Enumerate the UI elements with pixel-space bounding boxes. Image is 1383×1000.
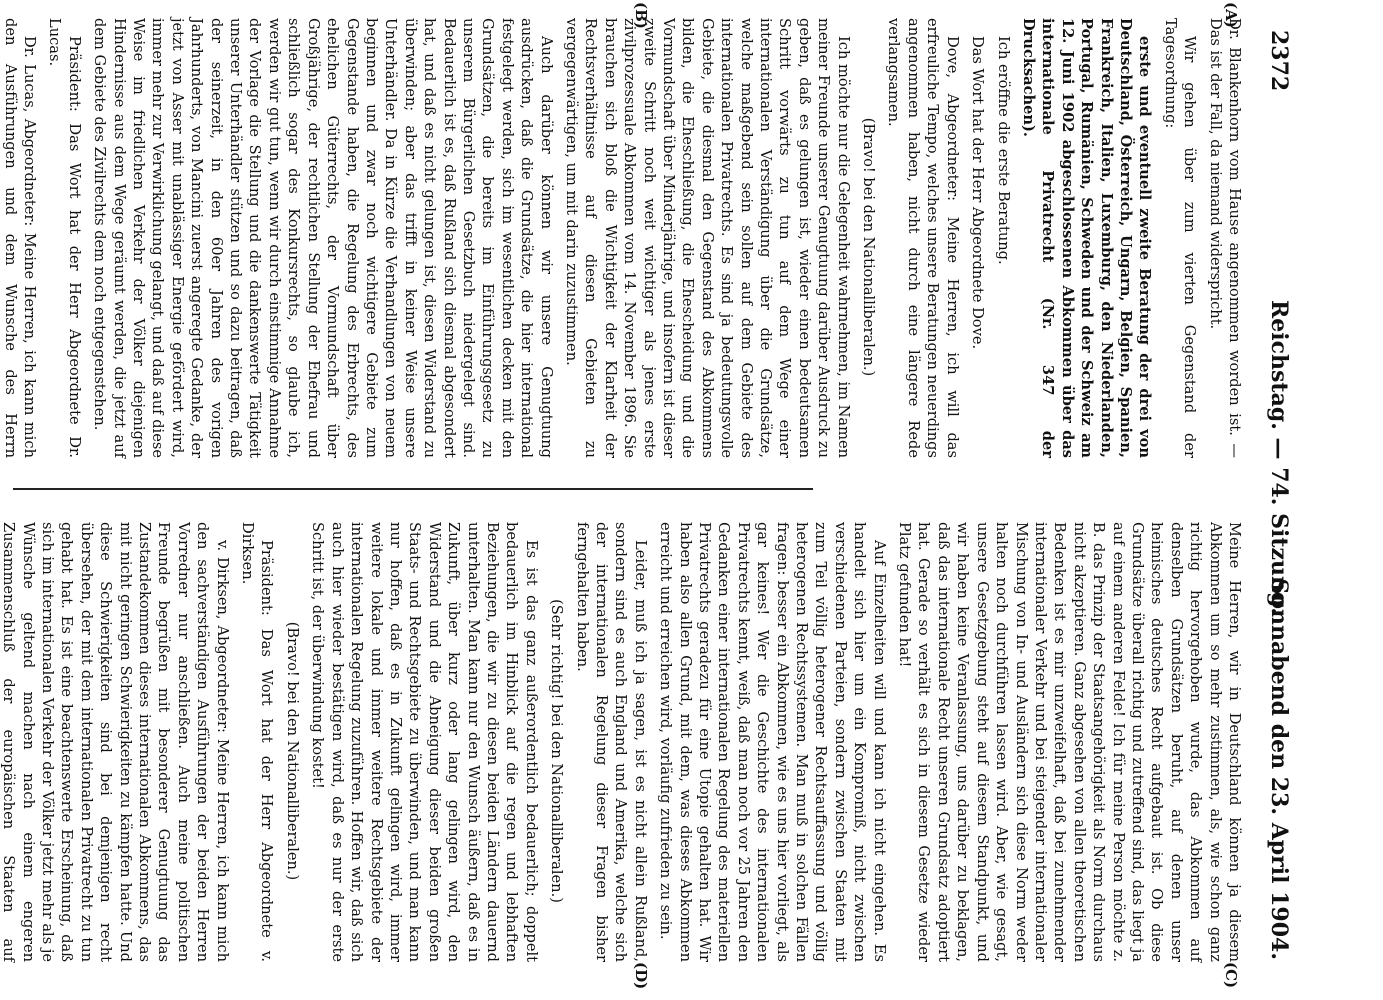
paragraph: Es ist das ganz außerordentlich bedauerlich; doppelt bedauerlich im Hinblick auf die regen und lebhaften Beziehungen, die wir zu diesen beiden Ländern dauernd unterhalten. Man kann nur den Wunsch äußern, daß es in Zukunft, über kurz oder lang gelingen wird, den Widerstand und die Abneigung dieser beiden großen Staats- und Rechtsgebiete zu überwinden, und man kann nur hoffen, daß es in Zukunft gelingen wird, immer weitere lokale und immer weitere Rechtsgebiete der internationalen Regelung zuzuführen. Hoffen wir, daß sich auch hier wieder bestätigen wird, daß es nur der erste Schritt ist, der überwindung kostet! bbox=[309, 522, 540, 962]
speech-lucas: Dr. Lucas, Abgeordneter: Meine Herren, ich kann mich den Ausführungen und dem Wunsche des Herrn bbox=[1, 18, 39, 458]
page-number: 2372 bbox=[1266, 30, 1292, 92]
column-divider bbox=[13, 488, 813, 490]
marker-d: (D) bbox=[632, 962, 650, 990]
paragraph: Leider, muß ich ja sagen, ist es nicht allein Rußland, sondern sind es auch England und Amerika, welche sich der internationalen Regelung dieser Fragen bisher ferngehalten haben. bbox=[573, 522, 649, 962]
page-title: Reichstag. — 74. Sitzung. bbox=[1266, 300, 1292, 616]
interjection: (Bravo! bei den Nationalliberalen.) bbox=[283, 621, 301, 881]
paragraph: Auf Einzelheiten will und kann ich nicht eingehen. Es handelt sich hier um ein Kompromiß, nicht zwischen verschiedenen Parteien, sondern zwischen Staaten mit zum Teil völlig heterogener Rechtsauffassung und völlig heterogenen Rechtssystemen. Man muß in solchen Fällen fragen: besser ein Abkommen, wie es uns hier vorliegt, als gar keines! Wer die Geschichte des internationalen Privatrechts kennt, weiß, daß man noch vor 25 Jahren den Gedanken einer internationalen Regelung des materiellen Privatrechts geradezu für eine Utopie gehalten hat. Wir haben also allen Grund, mit dem, was dieses Abkommen erreicht und erreichen wird, vorläufig zufrieden zu sein. bbox=[657, 522, 888, 962]
marker-c: (C) bbox=[1222, 962, 1240, 989]
president-remark: Präsident: Das Wort hat der Herr Abgeordnete Dr. Lucas. bbox=[46, 18, 83, 458]
paragraph: Dr. Blankenhorn vom Hause angenommen worden ist. — Das ist der Fall, da niemand widerspricht. bbox=[1206, 18, 1243, 458]
interjection: (Bravo! bei den Nationalliberalen.) bbox=[860, 117, 878, 377]
paragraph: Das Wort hat der Herr Abgeordnete Dove. bbox=[969, 36, 987, 350]
paragraph: Meine Herren, wir in Deutschland können ja diesem Abkommen um so mehr zustimmen, als, wie schon ganz richtig hervorgehoben wurde, das Abkommen auf denselben Grundsätzen beruht, auf denen unser heimisches deutsches Recht aufgebaut ist. Ob diese Grundsätze überall richtig und zutreffend sind, das liegt ja auf einem anderen Felde! Ich für meine Person möchte z. B. das Prinzip der Staatsangehörigkeit als Norm durchaus nicht akzeptieren. Ganz abgesehen von allen theoretischen Bedenken ist es mir unzweifelhaft, daß bei zunehmender internationaler Verkehr und bei steigender internationaler Mischung von In- und Ausländern sich diese Norm weder halten noch durchführen lassen wird. Aber, wie gesagt, unsere Gesetzgebung steht auf diesem Standpunkt, und wir haben keine Veranlassung, uns darüber zu beklagen, daß das internationale Recht unseren Grundsatz adoptiert hat. Gerade so verhält es sich in diesem Gesetze wieder Platz gefunden hat! bbox=[896, 522, 1243, 962]
speech-dirksen: v. Dirksen, Abgeordneter: Meine Herren, ich kann mich den sachverständigen Ausführungen der beiden Herren Vorredner nur anschließen. Auch meine politischen Freunde begrüßen mit besonderer Genugtuung das Zustandekommen dieses internationalen Abkommens, das mit nicht geringen Schwierigkeiten zu kämpfen hatte. Und diese Schwierigkeiten sind bei demjenigen recht übersehen, der mit dem internationalen Privatrecht zu tun gehabt hat. Es ist eine beachtenswerte Erscheinung, daß sich im internationalen Verkehr der Völker jetzt mehr als je Wünsche geltend machen nach einem engeren Zusammenschluß der europäischen Staaten auf bbox=[0, 522, 231, 962]
page-header bbox=[1252, 30, 1292, 960]
page-date: Sonnabend den 23. April 1904. bbox=[1266, 578, 1292, 960]
marker-b: (B) bbox=[632, 2, 650, 29]
paragraph: Ich eröffne die erste Beratung. bbox=[994, 36, 1012, 265]
interjection: (Sehr richtig! bei den Nationalliberalen.) bbox=[548, 599, 566, 903]
paragraph: Wir gehen über zum vierten Gegenstand der Tagesordnung: bbox=[1161, 18, 1199, 458]
paragraph: Auch darüber können wir unsere Genugtuung ausdrücken, daß die Grundsätze, die hier international festgelegt werden, sich im wesentlichen decken mit den Grundsätzen, die bereits im Einführungsgesetz zu unserem Bürgerlichen Gesetzbuch niedergelegt sind. Bedauerlich ist es, daß Rußland sich diesmal abgesondert hat, und daß es nicht gelungen ist, diesen Widerstand zu überwinden; aber das trifft in keiner Weise unsere Unterhändler. Da in Kürze die Verhandlungen von neuem beginnen und zwar noch wichtigere Gebiete zum Gegenstande haben, die Regelung des Erbrechts, des ehelichen Güterrechts, der Vormundschaft über Großjährige, der rechtlichen Stellung der Ehefrau und schließlich sogar des Konkursrechts, so glaube ich, werden wir gut tun, wenn wir durch einstimmige Annahme der Vorlage die Stellung und die dankenswerte Tätigkeit unserer Unterhändler stützen und so dazu beitragen, daß der seinerzeit, in den 60er Jahren des vorigen Jahrhunderts, von Mancini zuerst angeregte Gedanke, der jetzt von Asser mit unablässiger Energie gefördert wird, immer mehr zur Verwirklichung gelangt, und daß auf diese Weise im friedlichen Verkehr der Völker diejenigen Hindernisse aus dem Wege geräumt werden, die jetzt auf dem Gebiete des Zivilrechts dem noch entgegenstehen. bbox=[91, 18, 555, 458]
left-column bbox=[1, 18, 1244, 458]
speech-dove: Dove, Abgeordneter: Meine Herren, ich will das erfreuliche Tempo, welches unsere Beratungen neuerdings angenommen haben, nicht durch eine längere Rede verlangsamen. bbox=[885, 18, 961, 458]
right-column bbox=[0, 522, 1244, 962]
marker-a: (A) bbox=[1222, 2, 1240, 28]
paragraph: Ich möchte nur die Gelegenheit wahrnehmen, im Namen meiner Freunde unserer Genugtuung darüber Ausdruck zu geben, daß es gelungen ist, wieder einen bedeutsamen Schritt vorwärts zu tun auf dem Wege einer internationalen Verständigung über die Grundsätze, welche maßgebend sein sollen auf dem Gebiete des internationalen Privatrechts. Es sind ja bedeutungsvolle Gebiete, die diesmal den Gegenstand des Abkommens bilden, die Eheschließung, die Ehescheidung und die Vormundschaft über Minderjährige, und insofern ist dieser zweite Schritt noch weit wichtiger als jenes erste zivilprozessuale Abkommen vom 14. November 1896. Sie brauchen sich bloß die Wichtigkeit der Klarheit der Rechtsverhältnisse auf diesen Gebieten zu vergegenwärtigen, um mit darin zuzustimmen. bbox=[563, 18, 852, 458]
agenda-item: erste und eventuell zweite Beratung der drei von Deutschland, Österreich, Ungarn, Belgien, Spanien, Frankreich, Italien, Luxemburg, den Niederlanden, Portugal, Rumänien, Schweden und der Schweiz am 12. Juni 1902 abgeschlossenen Abkommen über das internationale Privatrecht (Nr. 347 der Drucksachen). bbox=[1019, 18, 1154, 458]
president-remark: Präsident: Das Wort hat der Herr Abgeordnete v. Dirksen. bbox=[239, 522, 276, 962]
